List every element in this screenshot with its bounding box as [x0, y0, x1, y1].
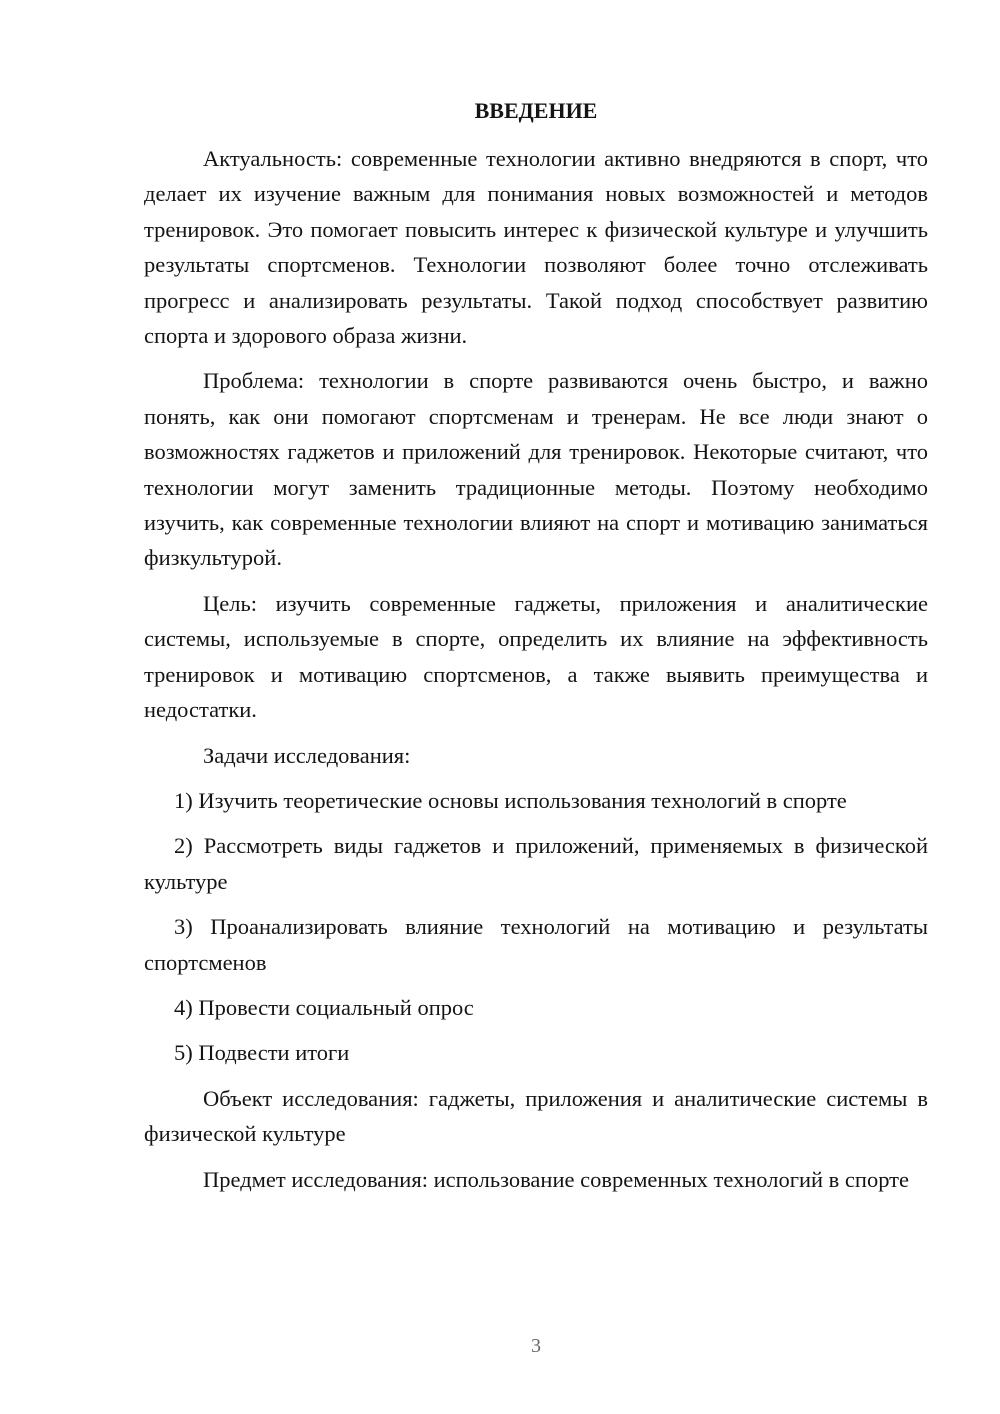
- task-item-1: 1) Изучить теоретические основы использования технологий в спорте: [174, 787, 847, 813]
- page-title-text: ВВЕДЕНИЕ: [474, 98, 598, 123]
- paragraph-problem: Проблема: технологии в спорте развиваются очень быстро, и важно понять, как они помогают спортсменам и тренерам. Не все люди знают о возможностях гаджетов и приложений для тренировок. Некоторые считают, что технологии могут заменить традиционные методы. Поэтому необходимо изучить, как современные технологии влияют на спорт и мотивацию заниматься физкультурой.: [144, 368, 928, 571]
- task-item-5: 5) Подвести итоги: [174, 1040, 350, 1066]
- task-item-2: 2) Рассмотреть виды гаджетов и приложений, применяемых в физической культуре: [144, 833, 928, 894]
- page-number: 3: [531, 1335, 541, 1357]
- tasks-heading: Задачи исследования:: [203, 742, 411, 768]
- page-title: [144, 96, 928, 126]
- paragraph-object: Объект исследования: гаджеты, приложения и аналитические системы в физической культуре: [144, 1085, 928, 1147]
- task-item-3: 3) Проанализировать влияние технологий на мотивацию и результаты спортсменов: [144, 914, 928, 975]
- paragraph-goal: Цель: изучить современные гаджеты, приложения и аналитические системы, используемые в спорте, определить их влияние на эффективность тренировок и мотивацию спортсменов, а также выявить преимущества и недостатки.: [144, 590, 928, 723]
- paragraph-relevance: Актуальность: современные технологии активно внедряются в спорт, что делает их изучение важным для понимания новых возможностей и методов тренировок. Это помогает повысить интерес к физической культуре и улучшить результаты спортсменов. Технологии позволяют более точно отслеживать прогресс и анализировать результаты. Такой подход способствует развитию спорта и здорового образа жизни.: [144, 146, 928, 349]
- task-item-4: 4) Провести социальный опрос: [174, 994, 474, 1020]
- paragraph-subject: Предмет исследования: использование современных технологий в спорте: [203, 1166, 909, 1192]
- document-body: [144, 141, 928, 1207]
- document-page: [144, 0, 928, 1414]
